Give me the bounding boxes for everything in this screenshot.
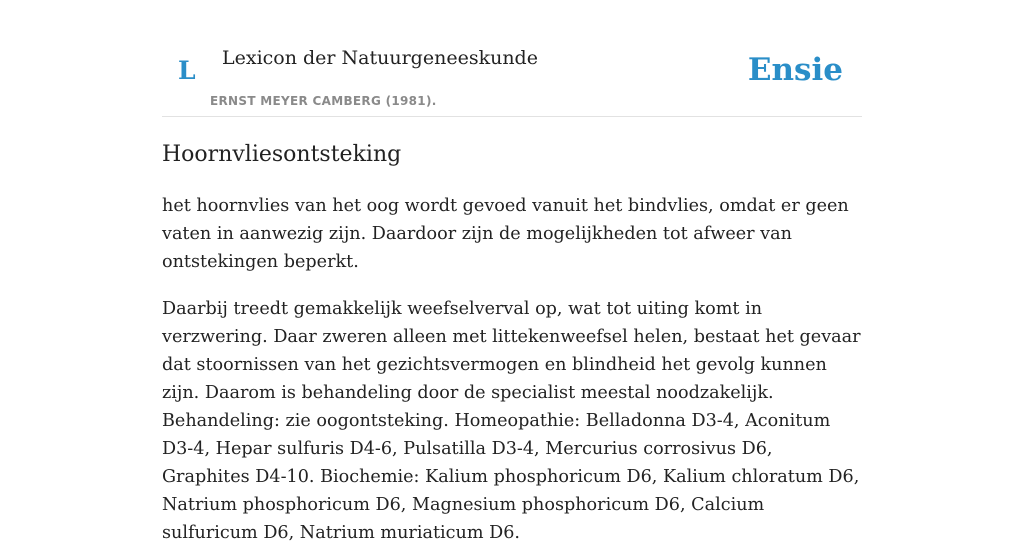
source-title-link[interactable]: Lexicon der Natuurgeneeskunde (222, 47, 538, 69)
article-paragraph: het hoornvlies van het oog wordt gevoed vanuit het bindvlies, omdat er geen vaten in aanwezig zijn. Daardoor zijn de mogelijkheden tot afweer van ontstekingen beperkt. (162, 196, 849, 272)
article (162, 138, 862, 547)
site-header (162, 0, 862, 117)
brand-logo-link[interactable]: Ensie (747, 52, 843, 88)
source-logo[interactable]: L (178, 56, 196, 85)
article-title: Hoornvliesontsteking (162, 142, 402, 167)
article-paragraph: Daarbij treedt gemakkelijk weefselverval op, wat tot uiting komt in verzwering. Daar zweren alleen met littekenweefsel helen, bestaat het gevaar dat stoornissen van het gezichtsvermogen en blindheid het gevolg kunnen zijn. Daarom is behandeling door de specialist meestal noodzakelijk. Behandeling: zie oogontsteking. Homeopathie: Belladonna D3-4, Aconitum D3-4, Hepar sulfuris D4-6, Pulsatilla D3-4, Mercurius corrosivus D6, Graphites D4-10. Biochemie: Kalium phosphoricum D6, Kalium chloratum D6, Natrium phosphoricum D6, Magnesium phosphoricum D6, Calcium sulfuricum D6, Natrium muriaticum D6. (162, 299, 861, 543)
source-author: ERNST MEYER CAMBERG (1981). (210, 94, 437, 108)
